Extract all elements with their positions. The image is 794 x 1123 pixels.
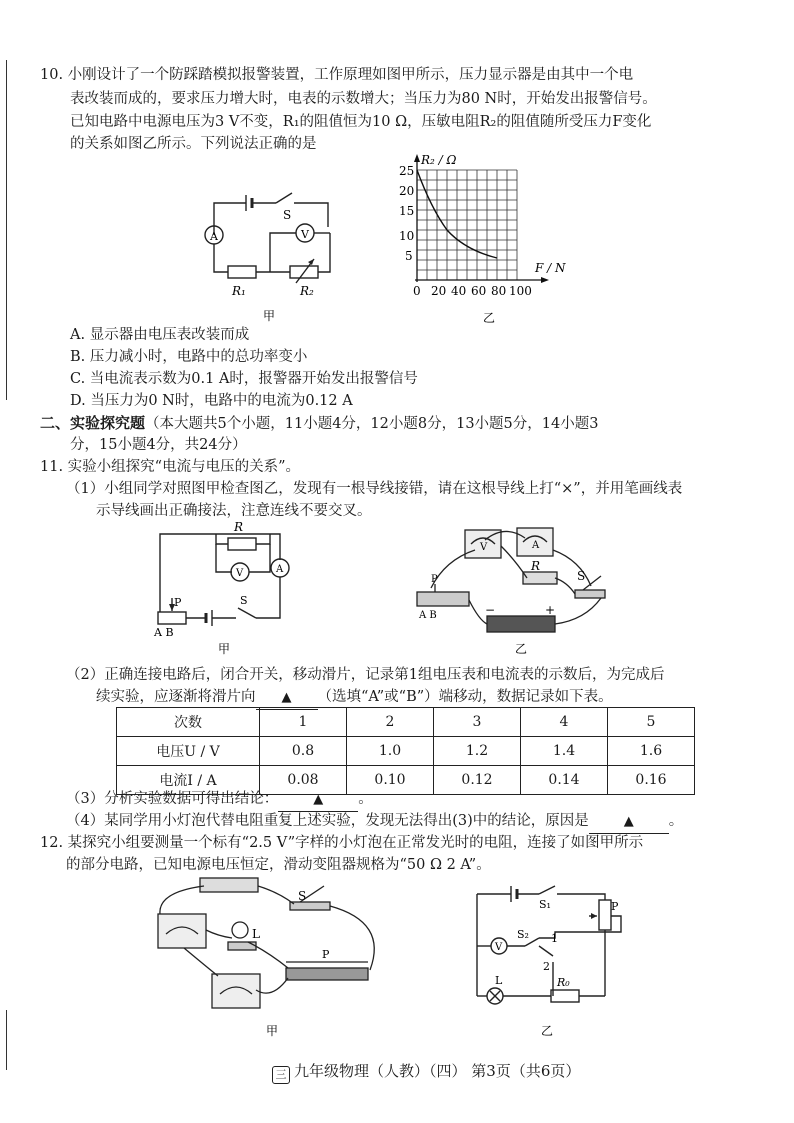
q11-p2-line2-b: （选填“A”或“B”）端移动，数据记录如下表。 (317, 689, 613, 705)
voltmeter-label: V (301, 228, 309, 241)
q11-p3 (66, 788, 373, 812)
section-desc-2: 分，15小题4分，共24分） (70, 437, 247, 453)
q11-p2-line2-a: 续实验，应逐渐将滑片向 (96, 689, 256, 705)
q11a-a-label: A (276, 564, 284, 575)
q12a-caption: 甲 (266, 1024, 279, 1038)
q12b-n2: 2 (543, 960, 550, 973)
q11b-s: S (577, 569, 586, 583)
ytick-10: 10 (399, 229, 415, 243)
table-header-cell: 2 (347, 708, 434, 737)
blank-mark: ▲ (623, 814, 634, 829)
x-axis-label: F / N (535, 261, 566, 275)
table-cell: 1.2 (434, 737, 521, 766)
q11a-s-label: S (240, 594, 248, 607)
q10-option-c: C. 当电流表示数为0.1 A时，报警器开始发出报警信号 (70, 371, 418, 387)
q10-circuit-diagram (190, 185, 350, 330)
caption-jia: 甲 (263, 309, 276, 323)
q11a-v-label: V (236, 568, 244, 579)
q12b-v: V (495, 942, 503, 953)
table-header-cell: 4 (521, 708, 608, 737)
q10-option-d: D. 当压力为0 N时，电路中的电流为0.12 A (70, 393, 353, 409)
page-edge-line (6, 60, 7, 400)
table-cell: 1.0 (347, 737, 434, 766)
table-cell: 0.16 (608, 766, 695, 795)
page-footer (272, 1060, 580, 1084)
q11-p4-b: 。 (668, 813, 684, 829)
ytick-20: 20 (399, 184, 415, 198)
q12b-s2: S₂ (517, 928, 529, 941)
table-header-row (117, 708, 695, 737)
ytick-25: 25 (399, 164, 415, 178)
xtick-0: 0 (413, 284, 421, 298)
q12a-p: P (322, 948, 330, 961)
data-table (116, 707, 695, 795)
q11a-p-label: P (174, 596, 182, 609)
q12a-s: S (298, 889, 307, 903)
q12b-caption: 乙 (541, 1024, 554, 1038)
q11b-r: R (531, 559, 541, 573)
ytick-15: 15 (399, 204, 415, 218)
q12b-s1: S₁ (539, 898, 551, 911)
q11-p4 (66, 810, 683, 834)
table-header-cell: 次数 (117, 708, 260, 737)
q12b-n1: 1 (551, 932, 558, 945)
table-header-cell: 3 (434, 708, 521, 737)
q10-line-2: 表改装而成的，要求压力增大时，电表的示数增大；当压力为80 N时，开始发出报警信号。 (70, 91, 657, 107)
caption-yi: 乙 (483, 311, 496, 325)
table-cell: 电压U / V (117, 737, 260, 766)
q10-option-b: B. 压力减小时，电路中的总功率变小 (70, 349, 308, 365)
q10-option-a: A. 显示器由电压表改装而成 (70, 327, 250, 343)
y-axis-label: R₂ / Ω (421, 153, 457, 167)
answer-blank-2[interactable] (278, 788, 358, 812)
switch-label: S (283, 208, 292, 222)
q11-p3-b: 。 (358, 791, 373, 807)
q10-line-3: 已知电路中电源电压为3 V不变，R₁的阻值恒为10 Ω，压敏电阻R₂的阻值随所受压力F变化 (70, 114, 652, 130)
q12b-r0: R₀ (557, 976, 570, 989)
q11-p1-line2: 示导线画出正确接法，注意连线不要交叉。 (96, 503, 372, 519)
table-header-cell: 5 (608, 708, 695, 737)
table-header-cell: 1 (260, 708, 347, 737)
ytick-5: 5 (405, 249, 413, 263)
q11a-r-label: R (234, 520, 244, 534)
q11b-v: V (480, 542, 488, 553)
q11b-minus: − (485, 603, 496, 617)
table-cell: 0.08 (260, 766, 347, 795)
table-row (117, 737, 695, 766)
q11b-plus: + (545, 603, 556, 617)
q12-line-2: 的部分电路，已知电源电压恒定，滑动变阻器规格为“50 Ω 2 A”。 (66, 857, 491, 873)
table-cell: 0.8 (260, 737, 347, 766)
blank-mark: ▲ (281, 690, 292, 705)
table-cell: 1.4 (521, 737, 608, 766)
footer-text: 九年级物理（人教）（四） 第3页（共6页） (294, 1062, 581, 1080)
q11-p4-a: （4）某同学用小灯泡代替电阻重复上述实验，发现无法得出(3)中的结论，原因是 (66, 813, 589, 829)
q11-p1-line1: （1）小组同学对照图甲检查图乙，发现有一根导线接错，请在这根导线上打“×”，并用笔画线表 (66, 481, 683, 497)
q12-circuit-yi (465, 872, 640, 1042)
q11b-a: A (532, 540, 540, 551)
q12-apparatus-jia (148, 872, 393, 1042)
q11-circuit-jia (140, 520, 315, 660)
table-cell: 0.14 (521, 766, 608, 795)
q11-p2-line1: （2）正确连接电路后，闭合开关，移动滑片，记录第1组电压表和电流表的示数后，为完成后 (66, 667, 665, 683)
table-cell: 1.6 (608, 737, 695, 766)
xtick-40: 40 (451, 284, 467, 298)
ammeter-label: A (210, 230, 218, 243)
publisher-logo-icon: 三 (272, 1066, 290, 1084)
q11-stem: 11. 实验小组探究“电流与电压的关系”。 (40, 459, 300, 475)
q12b-l: L (495, 974, 503, 987)
xtick-80: 80 (491, 284, 507, 298)
section-heading (40, 412, 598, 435)
r2-label: R₂ (300, 284, 314, 298)
q11b-caption: 乙 (515, 642, 528, 656)
q11-p3-a: （3）分析实验数据可得出结论： (66, 791, 279, 807)
q10-graph (395, 150, 575, 330)
table-cell: 电流I / A (117, 766, 260, 795)
answer-blank-3[interactable] (589, 810, 669, 834)
q10-line-1: 10. 小刚设计了一个防踩踏模拟报警装置，工作原理如图甲所示，压力显示器是由其中一个电 (40, 67, 634, 83)
xtick-100: 100 (509, 284, 532, 298)
blank-mark: ▲ (313, 792, 324, 807)
q11a-ab-label: A B (154, 626, 174, 639)
q12b-p: P (611, 900, 619, 913)
table-cell: 0.12 (434, 766, 521, 795)
xtick-60: 60 (471, 284, 487, 298)
xtick-20: 20 (431, 284, 447, 298)
q11a-caption: 甲 (218, 642, 231, 656)
q11-apparatus-yi (405, 520, 630, 660)
section-title: 二、实验探究题 (40, 414, 146, 432)
table-cell: 0.10 (347, 766, 434, 795)
q12a-l: L (252, 927, 260, 941)
section-desc-1: （本大题共5个小题，11小题4分，12小题8分，13小题5分，14小题3 (145, 416, 599, 432)
q11b-p: P (431, 574, 438, 585)
r1-label: R₁ (232, 284, 246, 298)
page-edge-line-bottom (6, 1010, 7, 1070)
q12-line-1: 12. 某探究小组要测量一个标有“2.5 V”字样的小灯泡在正常发光时的电阻，连接了如图甲所示 (40, 835, 644, 851)
q11b-ab: A B (419, 610, 437, 621)
q10-line-4: 的关系如图乙所示。下列说法正确的是 (70, 136, 317, 152)
